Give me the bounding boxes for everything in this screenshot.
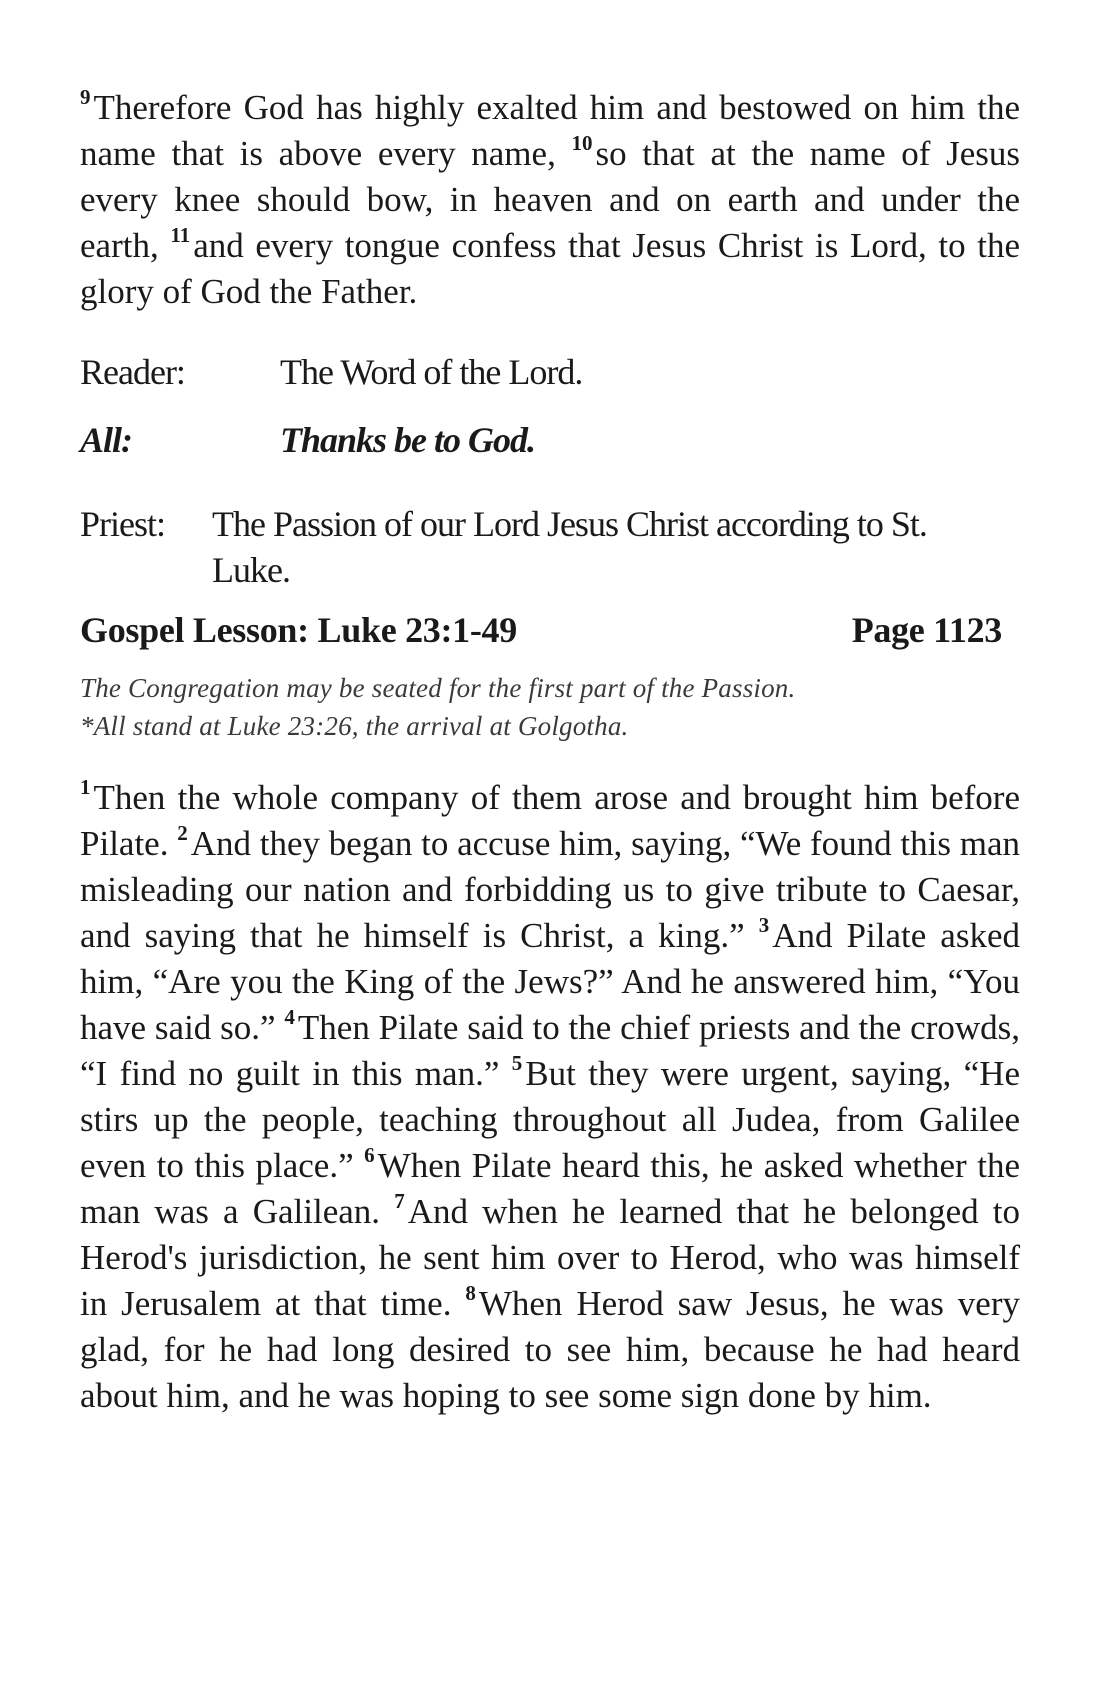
reader-label: Reader: xyxy=(80,352,185,392)
epistle-paragraph xyxy=(80,85,1020,315)
all-response xyxy=(80,417,1020,463)
verse-text: When Herod saw Jesus, he was very glad, for he had long desired to see him, because he had heard about him, and he was hoping to see some sign done by him. xyxy=(80,1284,1020,1415)
verse-number: 4 xyxy=(284,1005,295,1029)
verse-text: And they began to accuse him, saying, “We found this man misleading our nation and forbidding us to give tribute to Caesar, and saying that he himself is Christ, a king.” xyxy=(80,824,1021,955)
verse-number: 10 xyxy=(571,131,593,155)
verse-number: 9 xyxy=(80,85,91,109)
verse-number: 2 xyxy=(177,821,188,845)
verse-text: And Pilate asked him, “Are you the King of the Jews?” And he answered him, “You have said so.” xyxy=(80,916,1020,1047)
all-text: Thanks be to God. xyxy=(280,420,536,460)
gospel-heading xyxy=(80,607,1002,653)
verse-number: 11 xyxy=(170,223,191,247)
verse-text: When Pilate heard this, he asked whether the man was a Galilean. xyxy=(80,1146,1020,1231)
priest-label: Priest: xyxy=(80,504,166,544)
priest-announcement xyxy=(80,501,1020,593)
reader-text: The Word of the Lord. xyxy=(280,352,583,392)
rubric-line: *All stand at Luke 23:26, the arrival at Golgotha. xyxy=(80,711,629,741)
verse-text: And when he learned that he belonged to Herod's jurisdiction, he sent him over to Herod, who was himself in Jerusalem at that time. xyxy=(80,1192,1021,1323)
verse-number: 5 xyxy=(511,1051,523,1075)
verse-number: 1 xyxy=(80,775,91,799)
reader-response xyxy=(80,349,1020,395)
verse-text: But they were urgent, saying, “He stirs up the people, teaching throughout all Judea, from Galilee even to this place.” xyxy=(80,1054,1021,1185)
verse-number: 7 xyxy=(394,1189,405,1213)
all-label: All: xyxy=(80,420,133,460)
verse-number: 6 xyxy=(364,1143,375,1167)
verse-text: so that at the name of Jesus every knee should bow, in heaven and on earth and under the earth, xyxy=(80,134,1020,265)
verse-text: Then the whole company of them arose and brought him before Pilate. xyxy=(80,778,1020,863)
gospel-page-number: Page 1123 xyxy=(851,610,1002,650)
verse-text: Then Pilate said to the chief priests and the crowds, “I find no guilt in this man.” xyxy=(80,1008,1021,1093)
verse-text: Therefore God has highly exalted him and bestowed on him the name that is above every name, xyxy=(80,88,1020,173)
gospel-title: Gospel Lesson: Luke 23:1-49 xyxy=(80,610,517,650)
priest-text: The Passion of our Lord Jesus Christ according to St. Luke. xyxy=(212,504,927,590)
verse-text: and every tongue confess that Jesus Christ is Lord, to the glory of God the Father. xyxy=(80,226,1021,311)
verse-number: 8 xyxy=(465,1281,476,1305)
rubric-line: The Congregation may be seated for the first part of the Passion. xyxy=(80,673,796,703)
rubric xyxy=(80,669,1020,745)
gospel-paragraph xyxy=(80,775,1020,1419)
bulletin-page xyxy=(80,85,1020,1419)
verse-number: 3 xyxy=(758,913,770,937)
